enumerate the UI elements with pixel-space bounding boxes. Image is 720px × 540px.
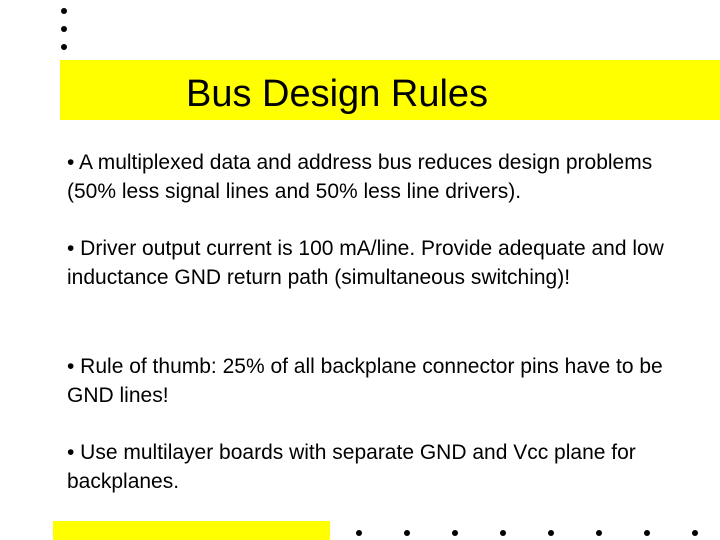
decor-dot-bottom-3 [452, 530, 458, 536]
decor-dot-bottom-1 [356, 530, 362, 536]
decor-dot-bottom-7 [644, 530, 650, 536]
decor-dot-top-2 [61, 26, 67, 32]
bullet-2: • Driver output current is 100 mA/line. Provide adequate and low inductance GND return path (simultaneous switching)! [67, 237, 664, 289]
decor-dot-top-3 [61, 44, 67, 50]
decor-dot-bottom-6 [596, 530, 602, 536]
bullet-4: • Use multilayer boards with separate GND and Vcc plane for backplanes. [67, 441, 636, 493]
footer-banner [53, 521, 330, 540]
decor-dot-bottom-2 [404, 530, 410, 536]
slide-title: Bus Design Rules [186, 73, 489, 115]
decor-dot-top-1 [61, 8, 67, 14]
decor-dot-bottom-4 [500, 530, 506, 536]
bullet-1: • A multiplexed data and address bus reduces design problems (50% less signal lines and 50% less line drivers). [67, 151, 653, 203]
decor-dot-bottom-5 [548, 530, 554, 536]
decor-dot-bottom-8 [692, 530, 698, 536]
bullet-3: • Rule of thumb: 25% of all backplane connector pins have to be GND lines! [67, 355, 663, 407]
